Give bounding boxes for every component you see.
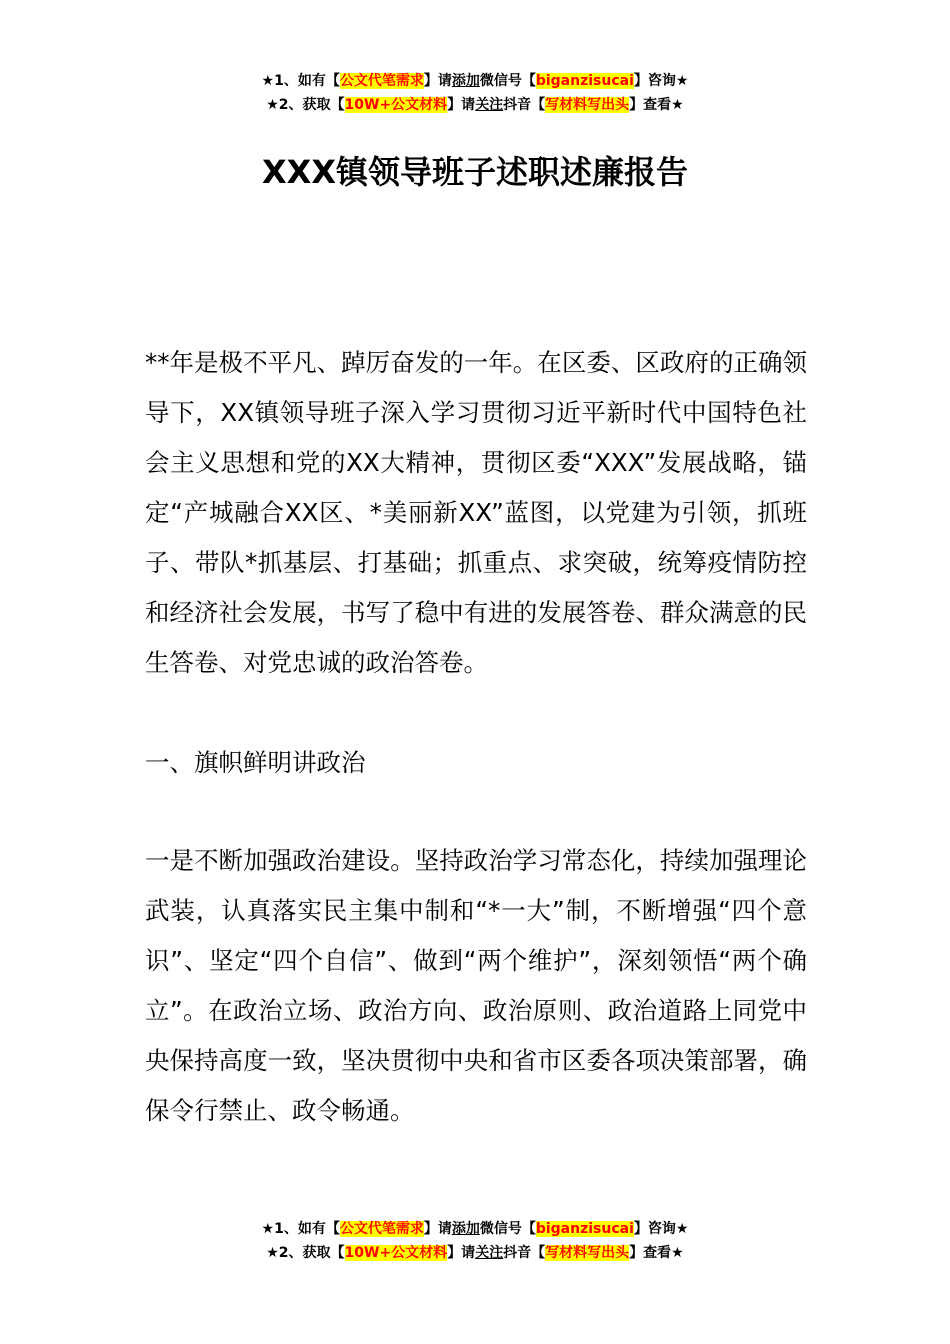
paragraph-intro: **年是极不平凡、踔厉奋发的一年。在区委、区政府的正确领导下，XX镇领导班子深入学习贯彻习近平新时代中国特色社会主义思想和党的XX大精神，贯彻区委“XXX”发展战略，锚定“产城融合XX区、*美丽新XX”蓝图，以党建为引领，抓班子、带队*抓基层、打基础；抓重点、求突破，统筹疫情防控和经济社会发展，书写了稳中有进的发展答卷、群众满意的民生答卷、对党忠诚的政治答卷。 [145,348,807,677]
header-banner [0,69,950,117]
banner-line-1: ★1、如有【公文代笔需求】请添加微信号【biganzisucai】咨询★ [261,73,689,89]
document-title: XXX镇领导班子述职述廉报告 [261,153,689,191]
wechat-id-highlight: biganzisucai [535,73,634,89]
douyin-id-highlight: 写材料写出头 [545,97,630,113]
footer-douyin-id-highlight: 写材料写出头 [545,1245,630,1261]
banner-line-2: ★2、获取【10W+公文材料】请关注抖音【写材料写出头】查看★ [266,97,684,113]
paragraph-political-building: 一是不断加强政治建设。坚持政治学习常态化，持续加强理论武装，认真落实民主集中制和“*一大”制，不断增强“四个意识”、坚定“四个自信”、做到“两个维护”，深刻领悟“两个确立”。在政治立场、政治方向、政治原则、政治道路上同党中央保持高度一致，坚决贯彻中央和省市区委各项决策部署，确保令行禁止、政令畅通。 [145,846,807,1125]
section-heading-1: 一、旗帜鲜明讲政治 [145,748,366,777]
service-highlight: 公文代笔需求 [339,73,424,89]
footer-banner [0,1217,950,1265]
footer-banner-line-1: ★1、如有【公文代笔需求】请添加微信号【biganzisucai】咨询★ [261,1221,689,1237]
footer-banner-line-2: ★2、获取【10W+公文材料】请关注抖音【写材料写出头】查看★ [266,1245,684,1261]
footer-wechat-id-highlight: biganzisucai [535,1221,634,1237]
materials-highlight: 10W+公文材料 [344,97,448,113]
footer-materials-highlight: 10W+公文材料 [344,1245,448,1261]
footer-service-highlight: 公文代笔需求 [339,1221,424,1237]
